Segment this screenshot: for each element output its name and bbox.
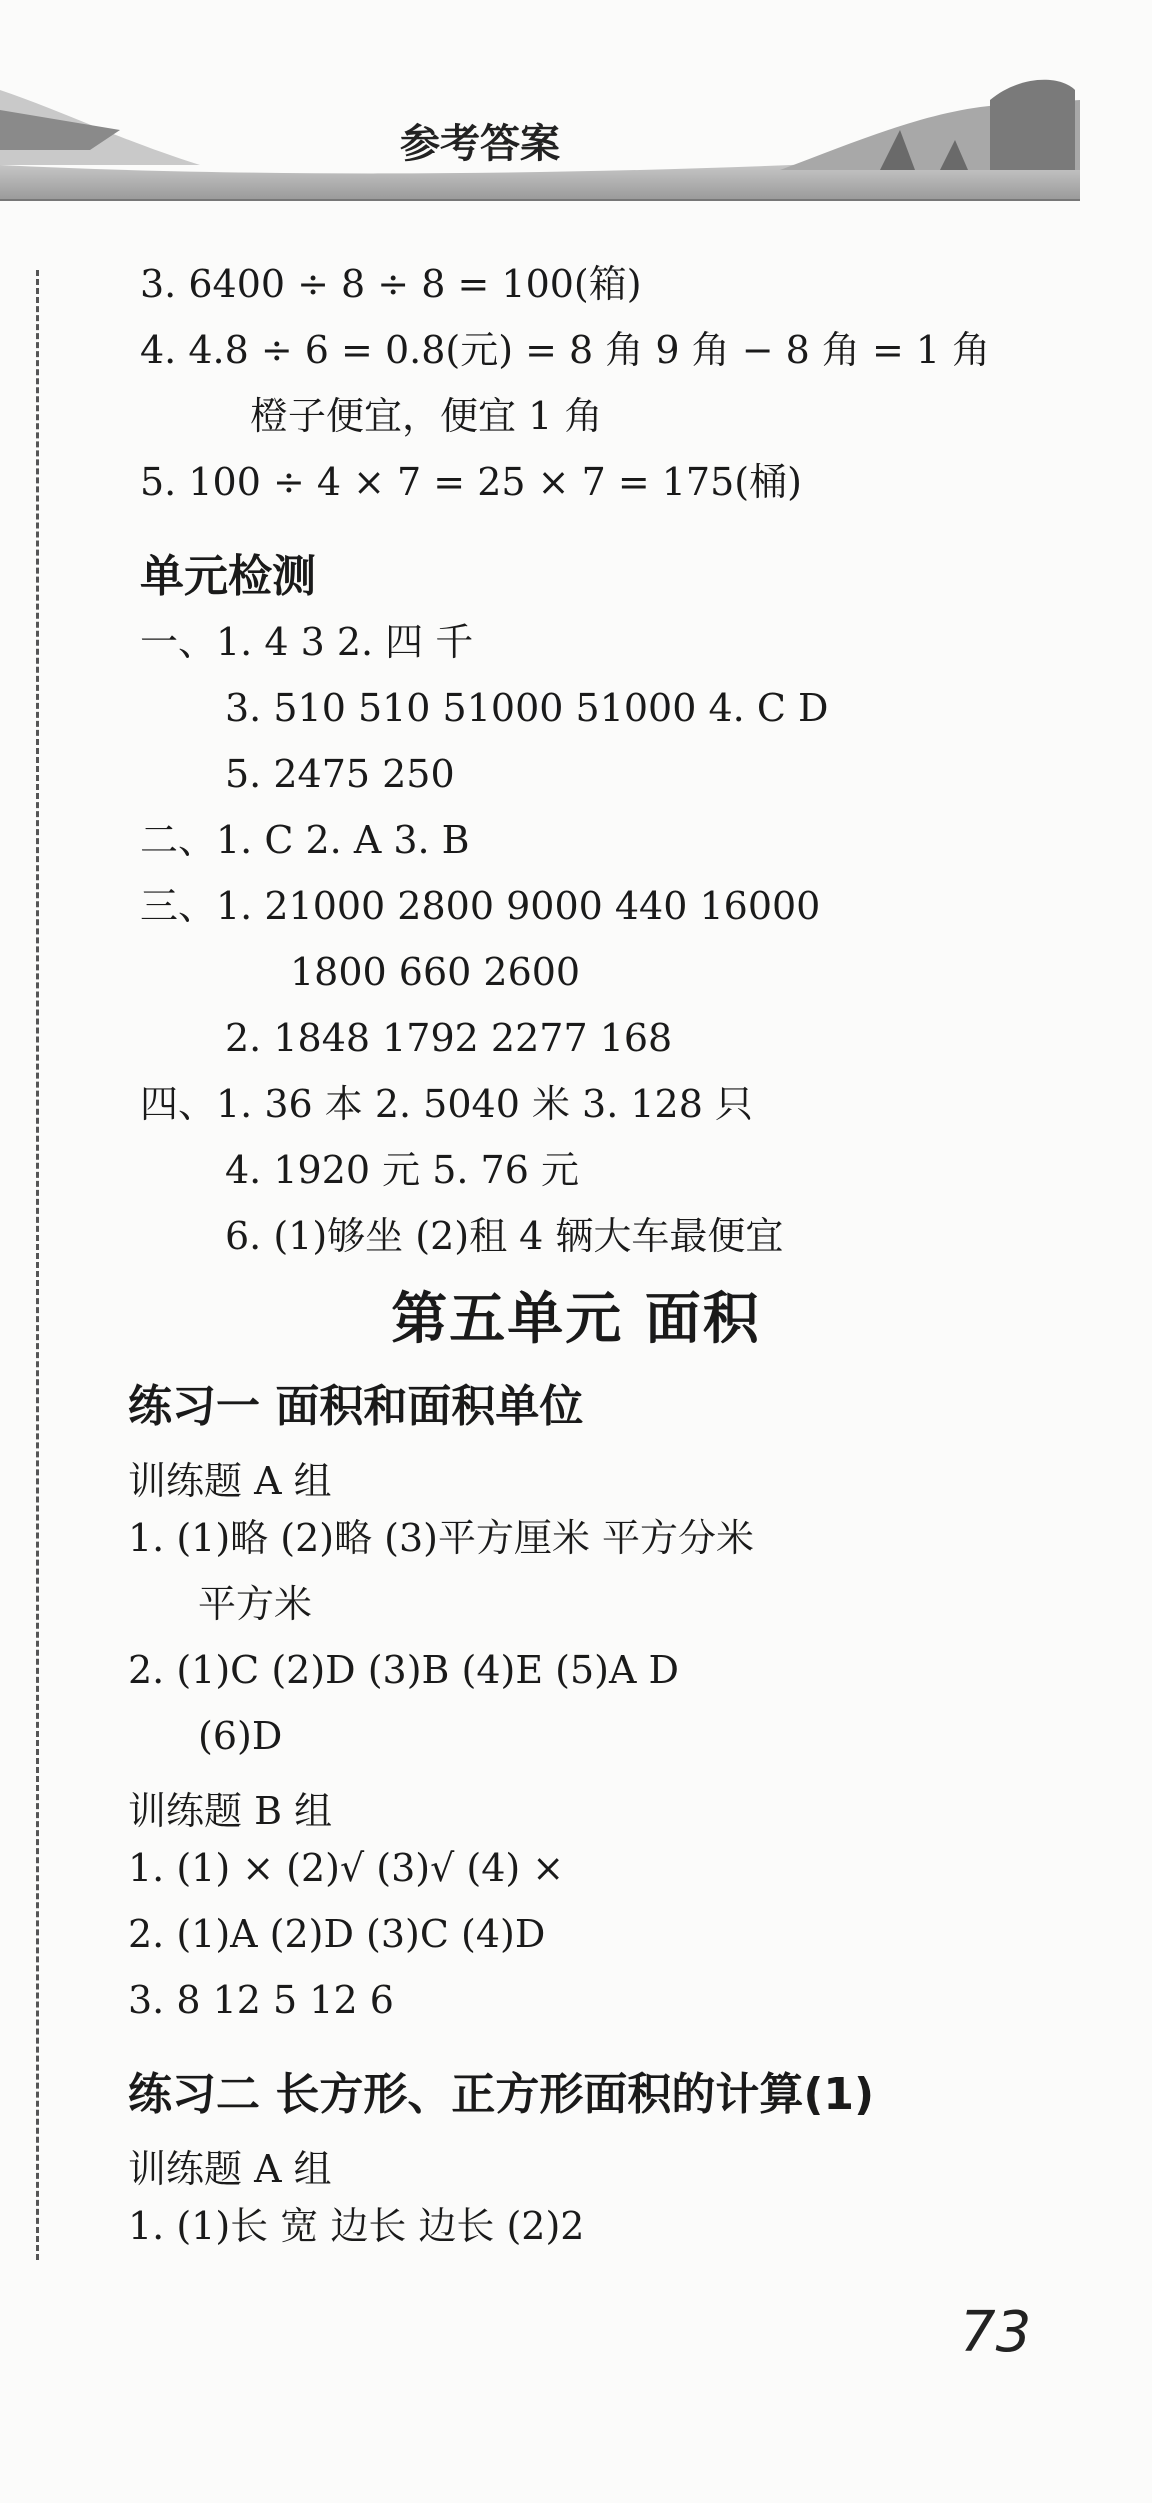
exercise-1-b3: 3. 8 12 5 12 6 [128,1978,394,2022]
unit-test-row-5: 三、1. 21000 2800 9000 440 16000 [140,884,821,928]
exercise-2-a1: 1. (1)长 宽 边长 边长 (2)2 [128,2204,585,2248]
exercise-1-group-b-label: 训练题 B 组 [128,1789,333,1833]
exercise-1-a1: 1. (1)略 (2)略 (3)平方厘米 平方分米 [128,1516,755,1560]
answer-line-5: 5. 100 ÷ 4 × 7 = 25 × 7 = 175(桶) [140,460,802,504]
unit-test-row-6: 1800 660 2600 [290,950,581,994]
exercise-2-group-a-label: 训练题 A 组 [128,2147,332,2191]
answer-line-4: 4. 4.8 ÷ 6 = 0.8(元) = 8 角 9 角 − 8 角 = 1 角 [140,328,991,372]
page-header-title: 参考答案 [400,121,560,167]
unit-test-row-7: 2. 1848 1792 2277 168 [225,1016,673,1060]
page-number: 73 [960,2300,1032,2365]
answer-line-3: 3. 6400 ÷ 8 ÷ 8 = 100(箱) [140,262,642,306]
unit-test-row-9: 4. 1920 元 5. 76 元 [225,1148,579,1192]
unit-test-row-10: 6. (1)够坐 (2)租 4 辆大车最便宜 [225,1214,784,1258]
exercise-1-heading: 练习一 面积和面积单位 [128,1381,584,1432]
exercise-1-a2-cont: (6)D [198,1714,283,1758]
unit-title: 第五单元 面积 [391,1286,761,1352]
unit-test-row-8: 四、1. 36 本 2. 5040 米 3. 128 只 [140,1082,753,1126]
unit-test-row-1: 一、1. 4 3 2. 四 千 [140,620,474,664]
exercise-1-b1: 1. (1) × (2)√ (3)√ (4) × [128,1846,565,1890]
unit-test-row-3: 5. 2475 250 [225,752,455,796]
margin-dashed-rule [36,270,39,2260]
exercise-1-a1-cont: 平方米 [198,1582,313,1626]
exercise-1-a2: 2. (1)C (2)D (3)B (4)E (5)A D [128,1648,679,1692]
section-heading-unit-test: 单元检测 [140,551,316,602]
exercise-1-group-a-label: 训练题 A 组 [128,1459,332,1503]
answer-line-4-cont: 橙子便宜，便宜 1 角 [250,394,603,438]
exercise-2-heading: 练习二 长方形、正方形面积的计算(1) [128,2069,875,2120]
exercise-1-b2: 2. (1)A (2)D (3)C (4)D [128,1912,546,1956]
unit-test-row-2: 3. 510 510 51000 51000 4. C D [225,686,829,730]
unit-test-row-4: 二、1. C 2. A 3. B [140,818,470,862]
